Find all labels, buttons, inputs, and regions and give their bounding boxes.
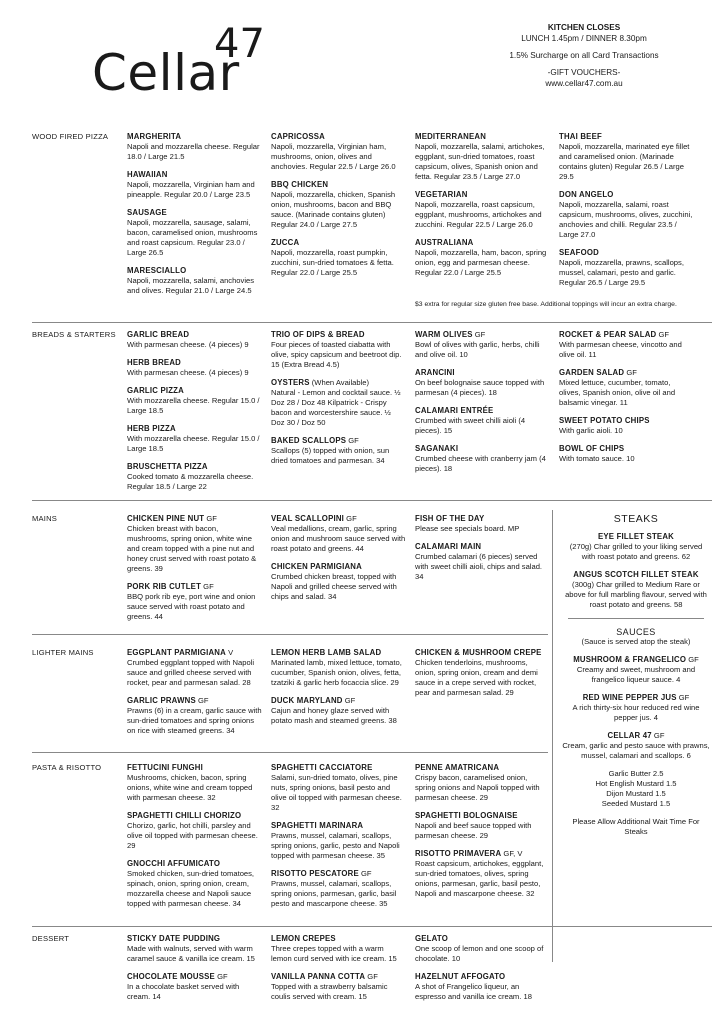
menu-item-tag: GF [472, 330, 486, 339]
sauce-tag: GF [651, 731, 665, 740]
menu-item-name: CHICKEN PARMIGIANA [271, 562, 362, 571]
lighter-column-3 [415, 648, 550, 706]
menu-item-desc: BBQ pork rib eye, port wine and onion sauce served with roast potato and greens. 44 [127, 592, 256, 621]
menu-item [271, 514, 406, 554]
dessert-column-2 [271, 934, 406, 1010]
divider [32, 926, 712, 927]
menu-item [415, 368, 550, 398]
extra-item: Dijon Mustard 1.5 [606, 789, 666, 798]
menu-item-desc: Scallops (5) topped with onion, sun dried tomatoes and parmesan. 34 [271, 446, 390, 465]
menu-item-name: GELATO [415, 934, 448, 943]
menu-item-desc: Chicken breast with bacon, mushrooms, spring onion, white wine and cream topped with a pine nut and honey crust served with roast potato & greens. 39 [127, 524, 257, 573]
menu-item-desc: Made with walnuts, served with warm caramel sauce & vanilla ice cream. 15 [127, 944, 255, 963]
menu-item [415, 972, 550, 1002]
menu-item-name: PENNE AMATRICANA [415, 763, 500, 772]
menu-item-desc: Crumbed chicken breast, topped with Napoli and grilled cheese served with chips and salad. 34 [271, 572, 397, 601]
menu-item-desc: Chicken tenderloins, mushrooms, onion, spring onion, cream and demi sauce in a crepe served with rocket, pear and parmesan salad. 29 [415, 658, 538, 697]
menu-item-desc: Napoli, mozzarella, ham, bacon, spring onion, egg and parmesan cheese. Regular 22.0 / Large 25.5 [415, 248, 547, 277]
extras-list [562, 769, 710, 809]
menu-item [127, 170, 262, 200]
menu-item-name: BBQ CHICKEN [271, 180, 329, 189]
menu-item-tag: GF [204, 514, 217, 523]
menu-item-desc: Crumbed eggplant topped with Napoli sauce and grilled cheese served with rocket, pear and parmesan salad. 28 [127, 658, 255, 687]
menu-item-name: CHICKEN & MUSHROOM CREPE [415, 648, 542, 657]
menu-item-desc: Prawns, mussel, calamari, scallops, spring onions, parmesan, garlic, basil pesto and mascarpone cheese. 35 [271, 879, 397, 908]
section-label-mains: MAINS [32, 514, 58, 523]
section-label-dessert: DESSERT [32, 934, 70, 943]
steak-item [562, 570, 710, 610]
menu-item-name: OYSTERS [271, 378, 310, 387]
menu-item [127, 763, 262, 803]
kitchen-closes-label: KITCHEN CLOSES [547, 23, 621, 32]
menu-item [271, 934, 406, 964]
menu-item-desc: With parmesan cheese. (4 pieces) 9 [127, 340, 249, 349]
menu-item [415, 763, 550, 803]
menu-item-name: VEAL SCALLOPINI [271, 514, 345, 523]
menu-item-desc: Crumbed cheese with cranberry jam (4 pieces). 18 [415, 454, 546, 473]
mains-column-1 [127, 514, 262, 630]
menu-item-name: ROCKET & PEAR SALAD [559, 330, 657, 339]
menu-item-name: RISOTTO PRIMAVERA [415, 849, 502, 858]
menu-item-name: BRUSCHETTA PIZZA [127, 462, 208, 471]
menu-item-desc: On beef bolognaise sauce topped with parmesan (4 pieces). 18 [415, 378, 545, 397]
menu-item-tag: GF [656, 330, 670, 339]
menu-item-name: MARGHERITA [127, 132, 182, 141]
menu-item-name: SAGANAKI [415, 444, 459, 453]
menu-item [127, 514, 262, 574]
divider [32, 634, 548, 635]
mains-column-3 [415, 514, 550, 590]
breads-column-3 [415, 330, 550, 482]
sauce-item [562, 731, 710, 761]
pizza-column-3 [415, 132, 550, 286]
menu-item [415, 238, 550, 278]
menu-item-tag: GF [346, 436, 359, 445]
menu-item-name: DON ANGELO [559, 190, 614, 199]
menu-item [271, 648, 406, 688]
menu-item-desc: Napoli, mozzarella, marinated eye fillet and caramelised onion. (Marinade contains gluten) Regular 26.5 / Large 29.5 [559, 142, 690, 181]
menu-item-name: CALAMARI ENTRÉE [415, 406, 494, 415]
website-link[interactable]: www.cellar47.com.au [545, 79, 623, 88]
dessert-column-3 [415, 934, 550, 1010]
menu-item-tag: GF [344, 514, 357, 523]
menu-item [127, 132, 262, 162]
pizza-note: $3 extra for regular size gluten free base. Additional toppings will incur an extra charge. [415, 301, 677, 308]
surcharge-note: 1.5% Surcharge on all Card Transactions [509, 51, 659, 60]
menu-item-name: BAKED SCALLOPS [271, 436, 347, 445]
menu-item-name: HERB BREAD [127, 358, 181, 367]
sauce-item [562, 693, 710, 723]
gift-vouchers-label: -GIFT VOUCHERS- [547, 68, 621, 77]
menu-item-name: SPAGHETTI CHILLI CHORIZO [127, 811, 242, 820]
menu-item-desc: Prawns (6) in a cream, garlic sauce with sun-dried tomatoes and spring onions on rice with steamed greens. 34 [127, 706, 262, 735]
pizza-column-2 [271, 132, 406, 286]
sauces-note: (Sauce is served atop the steak) [581, 637, 691, 646]
menu-item [127, 462, 262, 492]
menu-item-desc: With garlic aioli. 10 [559, 426, 623, 435]
menu-item-name: HAZELNUT AFFOGATO [415, 972, 506, 981]
menu-item-name: FETTUCINI FUNGHI [127, 763, 203, 772]
menu-item [415, 132, 550, 182]
menu-item [127, 330, 262, 350]
menu-item-name: EGGPLANT PARMIGIANA [127, 648, 226, 657]
kitchen-hours: LUNCH 1.45pm / DINNER 8.30pm [521, 34, 647, 43]
menu-item-desc: With mozzarella cheese. Regular 15.0 / Large 18.5 [127, 434, 260, 453]
menu-item [415, 190, 550, 230]
breads-column-1 [127, 330, 262, 500]
menu-item [127, 266, 262, 296]
breads-column-4 [559, 330, 694, 472]
menu-item-desc: Roast capsicum, artichokes, eggplant, sun-dried tomatoes, olives, spring onions, parmesan, garlic, basil pesto, Napoli and mascarpone cheese. 32 [415, 859, 544, 898]
menu-item-desc: One scoop of lemon and one scoop of chocolate. 10 [415, 944, 544, 963]
menu-item [127, 386, 262, 416]
menu-item-tag: GF [342, 696, 356, 705]
menu-item-name: BOWL OF CHIPS [559, 444, 625, 453]
menu-item [127, 358, 262, 378]
menu-item [415, 406, 550, 436]
menu-item [559, 416, 694, 436]
extra-item: Seeded Mustard 1.5 [601, 799, 671, 808]
menu-item-name: ARANCINI [415, 368, 455, 377]
steak-item [562, 532, 710, 562]
menu-item-desc: With mozzarella cheese. Regular 15.0 / Large 18.5 [127, 396, 260, 415]
menu-item [271, 972, 406, 1002]
menu-item-desc: Napoli, mozzarella, salami, artichokes, eggplant, sun-dried tomatoes, roast capsicum, olives, Spanish onion and fetta. Regular 23.5 / Large 27.0 [415, 142, 545, 181]
lighter-column-1 [127, 648, 262, 744]
menu-item-desc: Veal medallions, cream, garlic, spring onion and mushroom sauce served with roast potato and greens. 44 [271, 524, 406, 553]
steak-desc: (300g) Char grilled to Medium Rare or above for full marbling flavour, served with roast potato and greens. 58 [565, 580, 707, 609]
menu-item-name: HERB PIZZA [127, 424, 176, 433]
menu-item-tag: GF [201, 582, 214, 591]
menu-item-name: GARLIC PRAWNS [127, 696, 196, 705]
steak-name: ANGUS SCOTCH FILLET STEAK [573, 570, 699, 579]
divider [568, 618, 704, 619]
pasta-column-1 [127, 763, 262, 917]
menu-item-tag: GF, V [501, 849, 523, 858]
menu-item [127, 582, 262, 622]
menu-item-name: STICKY DATE PUDDING [127, 934, 221, 943]
menu-item-name: CAPRICOSSA [271, 132, 325, 141]
sauce-desc: Cream, garlic and pesto sauce with prawns, mussel, calamari and scallops. 6 [562, 741, 710, 760]
breads-column-2 [271, 330, 406, 474]
restaurant-logo: Cellar [92, 44, 240, 102]
pizza-column-1 [127, 132, 262, 304]
menu-item-desc: Napoli, mozzarella, sausage, salami, bacon, caramelised onion, mushrooms and roast capsicum. Regular 23.0 / Large 26.5 [127, 218, 258, 257]
menu-item-tag: GF [624, 368, 637, 377]
menu-item-name: GNOCCHI AFFUMICATO [127, 859, 221, 868]
menu-item-desc: Natural - Lemon and cocktail sauce. ½ Doz 28 / Doz 48 Kilpatrick - Crispy bacon and worcestershire sauce. ½ Doz 30 / Doz 50 [271, 388, 401, 427]
menu-item-desc: Crispy bacon, caramelised onion, spring onions and Napoli topped with parmesan cheese. 29 [415, 773, 540, 802]
menu-item-name: FISH OF THE DAY [415, 514, 485, 523]
menu-item [415, 811, 550, 841]
menu-item-name: SPAGHETTI MARINARA [271, 821, 364, 830]
sauce-tag: GF [676, 693, 690, 702]
section-label-lighter-mains: LIGHTER MAINS [32, 648, 94, 657]
menu-item-name: ZUCCA [271, 238, 300, 247]
sauce-name: RED WINE PEPPER JUS [582, 693, 677, 702]
mains-column-2 [271, 514, 406, 610]
menu-item-desc: Napoli, mozzarella, prawns, scallops, mussel, calamari, pesto and garlic. Regular 26.5 / Large 29.5 [559, 258, 684, 287]
menu-item-name: SAUSAGE [127, 208, 167, 217]
menu-item-desc: Napoli and beef sauce topped with parmesan cheese. 29 [415, 821, 532, 840]
menu-item-tag: V [225, 648, 234, 657]
menu-item-name: WARM OLIVES [415, 330, 473, 339]
sauce-name: MUSHROOM & FRANGELICO [573, 655, 687, 664]
steaks-column-divider [552, 510, 553, 962]
menu-item-desc: Crumbed calamari (6 pieces) served with sweet chilli aioli, chips and salad. 34 [415, 552, 543, 581]
section-label-breads: BREADS & STARTERS [32, 330, 116, 339]
menu-item-desc: Salami, sun-dried tomato, olives, pine nuts, spring onions, basil pesto and olive oil topped with parmesan cheese. 32 [271, 773, 402, 812]
menu-item-desc: Napoli, mozzarella, Virginian ham and pineapple. Regular 20.0 / Large 23.5 [127, 180, 255, 199]
menu-item-desc: Napoli, mozzarella, salami, anchovies and olives. Regular 21.0 / Large 24.5 [127, 276, 255, 295]
menu-item [271, 821, 406, 861]
menu-item-desc: Napoli, mozzarella, chicken, Spanish onion, mushrooms, bacon and BBQ sauce. (Marinade contains gluten) Regular 24.0 / Large 27.5 [271, 190, 396, 229]
menu-item-name: THAI BEEF [559, 132, 602, 141]
menu-item [559, 444, 694, 464]
menu-item-desc: Cajun and honey glaze served with potato mash and steamed greens. 38 [271, 706, 397, 725]
menu-item [127, 424, 262, 454]
steak-desc: (270g) Char grilled to your liking served with roast potato and greens. 62 [569, 542, 703, 561]
menu-item [271, 436, 406, 466]
menu-item [127, 696, 262, 736]
menu-item [559, 368, 694, 408]
divider [32, 500, 712, 501]
menu-item-name: MARESCIALLO [127, 266, 187, 275]
menu-item [271, 869, 406, 909]
menu-item-desc: Bowl of olives with garlic, herbs, chilli and olive oil. 10 [415, 340, 540, 359]
menu-item-tag: (When Available) [309, 378, 370, 387]
steaks-panel [562, 514, 710, 837]
menu-item [271, 696, 406, 726]
menu-item-desc: A shot of Frangelico liqueur, an espresso and vanilla ice cream. 18 [415, 982, 532, 1001]
menu-item-desc: With parmesan cheese. (4 pieces) 9 [127, 368, 249, 377]
menu-item [415, 330, 550, 360]
menu-item [559, 132, 694, 182]
extra-item: Garlic Butter 2.5 [608, 769, 664, 778]
menu-item-tag: GF [214, 972, 228, 981]
extra-item: Hot English Mustard 1.5 [595, 779, 677, 788]
sauce-tag: GF [686, 655, 699, 664]
menu-item-name: SPAGHETTI BOLOGNAISE [415, 811, 518, 820]
divider [32, 752, 548, 753]
menu-item-name: SEAFOOD [559, 248, 599, 257]
menu-item-name: TRIO OF DIPS & BREAD [271, 330, 365, 339]
menu-item [415, 934, 550, 964]
menu-item-desc: Mushrooms, chicken, bacon, spring onions, white wine and cream topped with parmesan cheese. 32 [127, 773, 253, 802]
menu-item-name: VEGETARIAN [415, 190, 468, 199]
menu-item-name: VANILLA PANNA COTTA [271, 972, 366, 981]
menu-item-desc: Napoli, mozzarella, roast capsicum, eggplant, mushrooms, artichokes and zucchini. Regular 22.5 / Large 26.0 [415, 200, 542, 229]
menu-item-desc: In a chocolate basket served with cream. 14 [127, 982, 240, 1001]
menu-item-desc: Chorizo, garlic, hot chilli, parsley and olive oil topped with parmesan cheese. 29 [127, 821, 258, 850]
section-label-pasta: PASTA & RISOTTO [32, 763, 102, 772]
pasta-column-3 [415, 763, 550, 907]
menu-item [127, 811, 262, 851]
menu-item [271, 562, 406, 602]
menu-item [559, 248, 694, 288]
menu-item-desc: With tomato sauce. 10 [559, 454, 635, 463]
section-label-pizza: WOOD FIRED PIZZA [32, 132, 109, 141]
menu-item-desc: Prawns, mussel, calamari, scallops, spring onions, garlic, pesto and Napoli topped with parmesan cheese. 35 [271, 831, 400, 860]
menu-item [271, 330, 406, 370]
menu-item [127, 859, 262, 909]
menu-item [559, 330, 694, 360]
menu-item-name: PORK RIB CUTLET [127, 582, 202, 591]
menu-item [415, 514, 550, 534]
menu-item-name: HAWAIIAN [127, 170, 168, 179]
menu-item-name: LEMON CREPES [271, 934, 336, 943]
restaurant-logo-number: 47 [214, 21, 265, 67]
menu-item-desc: Crumbed with sweet chilli aioli (4 pieces). 15 [415, 416, 526, 435]
menu-item-name: CHICKEN PINE NUT [127, 514, 205, 523]
menu-item-name: GARDEN SALAD [559, 368, 625, 377]
menu-item-name: CHOCOLATE MOUSSE [127, 972, 215, 981]
menu-item-name: SPAGHETTI CACCIATORE [271, 763, 373, 772]
menu-item-name: RISOTTO PESCATORE [271, 869, 359, 878]
menu-item [271, 180, 406, 230]
menu-item-desc: Topped with a strawberry balsamic coulis served with cream. 15 [271, 982, 388, 1001]
menu-item [271, 763, 406, 813]
menu-item-tag: GF [358, 869, 372, 878]
menu-item-desc: Napoli, mozzarella, roast pumpkin, zucchini, sun-dried tomatoes & fetta. Regular 22.0 / Large 25.5 [271, 248, 394, 277]
menu-item-name: LEMON HERB LAMB SALAD [271, 648, 382, 657]
menu-item [415, 849, 550, 899]
divider [32, 322, 712, 323]
menu-item-desc: With parmesan cheese, vincotto and olive oil. 11 [559, 340, 682, 359]
sauces-title: SAUCES [616, 627, 656, 637]
menu-item-desc: Napoli, mozzarella, Virginian ham, mushrooms, onion, olives and anchovies. Regular 22.5 / Large 26.0 [271, 142, 396, 171]
sauce-name: CELLAR 47 [607, 731, 652, 740]
lighter-column-2 [271, 648, 406, 734]
menu-item [271, 132, 406, 172]
menu-item-desc: Four pieces of toasted ciabatta with olive, spicy capsicum and beetroot dip. 15 (Extra Bread 4.5) [271, 340, 402, 369]
menu-item-name: AUSTRALIANA [415, 238, 474, 247]
pizza-column-4 [559, 132, 694, 296]
menu-item-name: GARLIC PIZZA [127, 386, 184, 395]
menu-item-desc: Mixed lettuce, cucumber, tomato, olives, Spanish onion, olive oil and balsamic vinegar. 11 [559, 378, 676, 407]
menu-item [127, 934, 262, 964]
menu-item-desc: Napoli, mozzarella, salami, roast capsicum, mushrooms, olives, zucchini, anchovies and chilli. Regular 23.5 / Large 27.0 [559, 200, 693, 239]
menu-item [127, 972, 262, 1002]
sauce-desc: Creamy and sweet, mushroom and frangelico liqueur sauce. 4 [576, 665, 696, 684]
menu-item [559, 190, 694, 240]
menu-item [415, 542, 550, 582]
menu-item-name: DUCK MARYLAND [271, 696, 343, 705]
steak-wait-note: Please Allow Additional Wait Time For Steaks [572, 817, 700, 836]
sauce-item [562, 655, 710, 685]
menu-item-desc: Marinated lamb, mixed lettuce, tomato, cucumber, Spanish onion, olives, fetta, tzatziki & garlic herb focaccia slice. 29 [271, 658, 402, 687]
menu-item [127, 648, 262, 688]
menu-item [127, 208, 262, 258]
kitchen-info [474, 22, 694, 89]
menu-item [415, 444, 550, 474]
menu-item-name: SWEET POTATO CHIPS [559, 416, 650, 425]
pasta-column-2 [271, 763, 406, 917]
menu-item-desc: Cooked tomato & mozzarella cheese. Regular 18.5 / Large 22 [127, 472, 254, 491]
menu-item-desc: Napoli and mozzarella cheese. Regular 18.0 / Large 21.5 [127, 142, 260, 161]
menu-item-tag: GF [195, 696, 209, 705]
menu-item [415, 648, 550, 698]
menu-item-desc: Please see specials board. MP [415, 524, 520, 533]
menu-item [271, 378, 406, 428]
menu-item-name: GARLIC BREAD [127, 330, 190, 339]
menu-item-name: CALAMARI MAIN [415, 542, 482, 551]
steaks-title: STEAKS [613, 513, 659, 525]
menu-item [271, 238, 406, 278]
steak-name: EYE FILLET STEAK [598, 532, 674, 541]
menu-item-desc: Smoked chicken, sun-dried tomatoes, spinach, onion, spring onion, cream, mozzarella cheese and Napoli sauce topped with parmesan cheese. 34 [127, 869, 255, 908]
sauce-desc: A rich thirty-six hour reduced red wine pepper jus. 4 [572, 703, 700, 722]
dessert-column-1 [127, 934, 262, 1010]
menu-item-tag: GF [365, 972, 378, 981]
menu-item-desc: Three crepes topped with a warm lemon curd served with ice cream. 15 [271, 944, 397, 963]
menu-item-name: MEDITERRANEAN [415, 132, 487, 141]
